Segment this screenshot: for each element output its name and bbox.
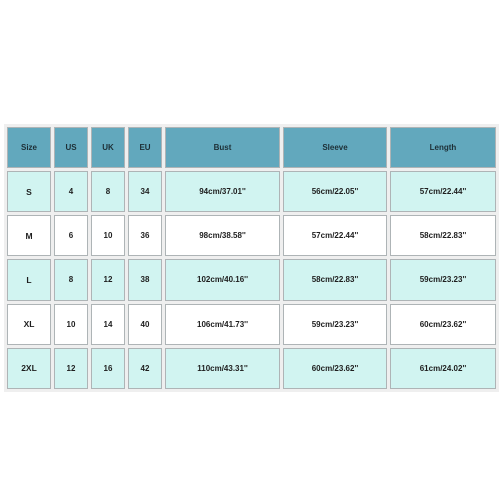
bust-cell: 98cm/38.58''	[165, 215, 280, 256]
header-us: US	[54, 127, 88, 168]
size-chart-table	[4, 124, 499, 392]
table-row	[7, 259, 496, 300]
eu-cell: 38	[128, 259, 162, 300]
bust-cell: 94cm/37.01''	[165, 171, 280, 212]
us-cell: 4	[54, 171, 88, 212]
us-cell: 10	[54, 304, 88, 345]
header-uk: UK	[91, 127, 125, 168]
length-cell: 61cm/24.02''	[390, 348, 496, 389]
us-cell: 6	[54, 215, 88, 256]
table-row	[7, 304, 496, 345]
size-cell: M	[7, 215, 51, 256]
table-row	[7, 171, 496, 212]
uk-cell: 8	[91, 171, 125, 212]
size-cell: XL	[7, 304, 51, 345]
length-cell: 58cm/22.83''	[390, 215, 496, 256]
table-row	[7, 348, 496, 389]
header-row	[7, 127, 496, 168]
uk-cell: 10	[91, 215, 125, 256]
bust-cell: 106cm/41.73''	[165, 304, 280, 345]
size-cell: S	[7, 171, 51, 212]
size-cell: L	[7, 259, 51, 300]
us-cell: 8	[54, 259, 88, 300]
eu-cell: 34	[128, 171, 162, 212]
sleeve-cell: 58cm/22.83''	[283, 259, 387, 300]
header-sleeve: Sleeve	[283, 127, 387, 168]
length-cell: 59cm/23.23''	[390, 259, 496, 300]
bust-cell: 110cm/43.31''	[165, 348, 280, 389]
size-cell: 2XL	[7, 348, 51, 389]
us-cell: 12	[54, 348, 88, 389]
sleeve-cell: 56cm/22.05''	[283, 171, 387, 212]
header-length: Length	[390, 127, 496, 168]
sleeve-cell: 60cm/23.62''	[283, 348, 387, 389]
header-eu: EU	[128, 127, 162, 168]
table-row	[7, 215, 496, 256]
length-cell: 60cm/23.62''	[390, 304, 496, 345]
eu-cell: 36	[128, 215, 162, 256]
header-size: Size	[7, 127, 51, 168]
uk-cell: 12	[91, 259, 125, 300]
length-cell: 57cm/22.44''	[390, 171, 496, 212]
sleeve-cell: 57cm/22.44''	[283, 215, 387, 256]
uk-cell: 14	[91, 304, 125, 345]
sleeve-cell: 59cm/23.23''	[283, 304, 387, 345]
eu-cell: 40	[128, 304, 162, 345]
uk-cell: 16	[91, 348, 125, 389]
bust-cell: 102cm/40.16''	[165, 259, 280, 300]
header-bust: Bust	[165, 127, 280, 168]
eu-cell: 42	[128, 348, 162, 389]
